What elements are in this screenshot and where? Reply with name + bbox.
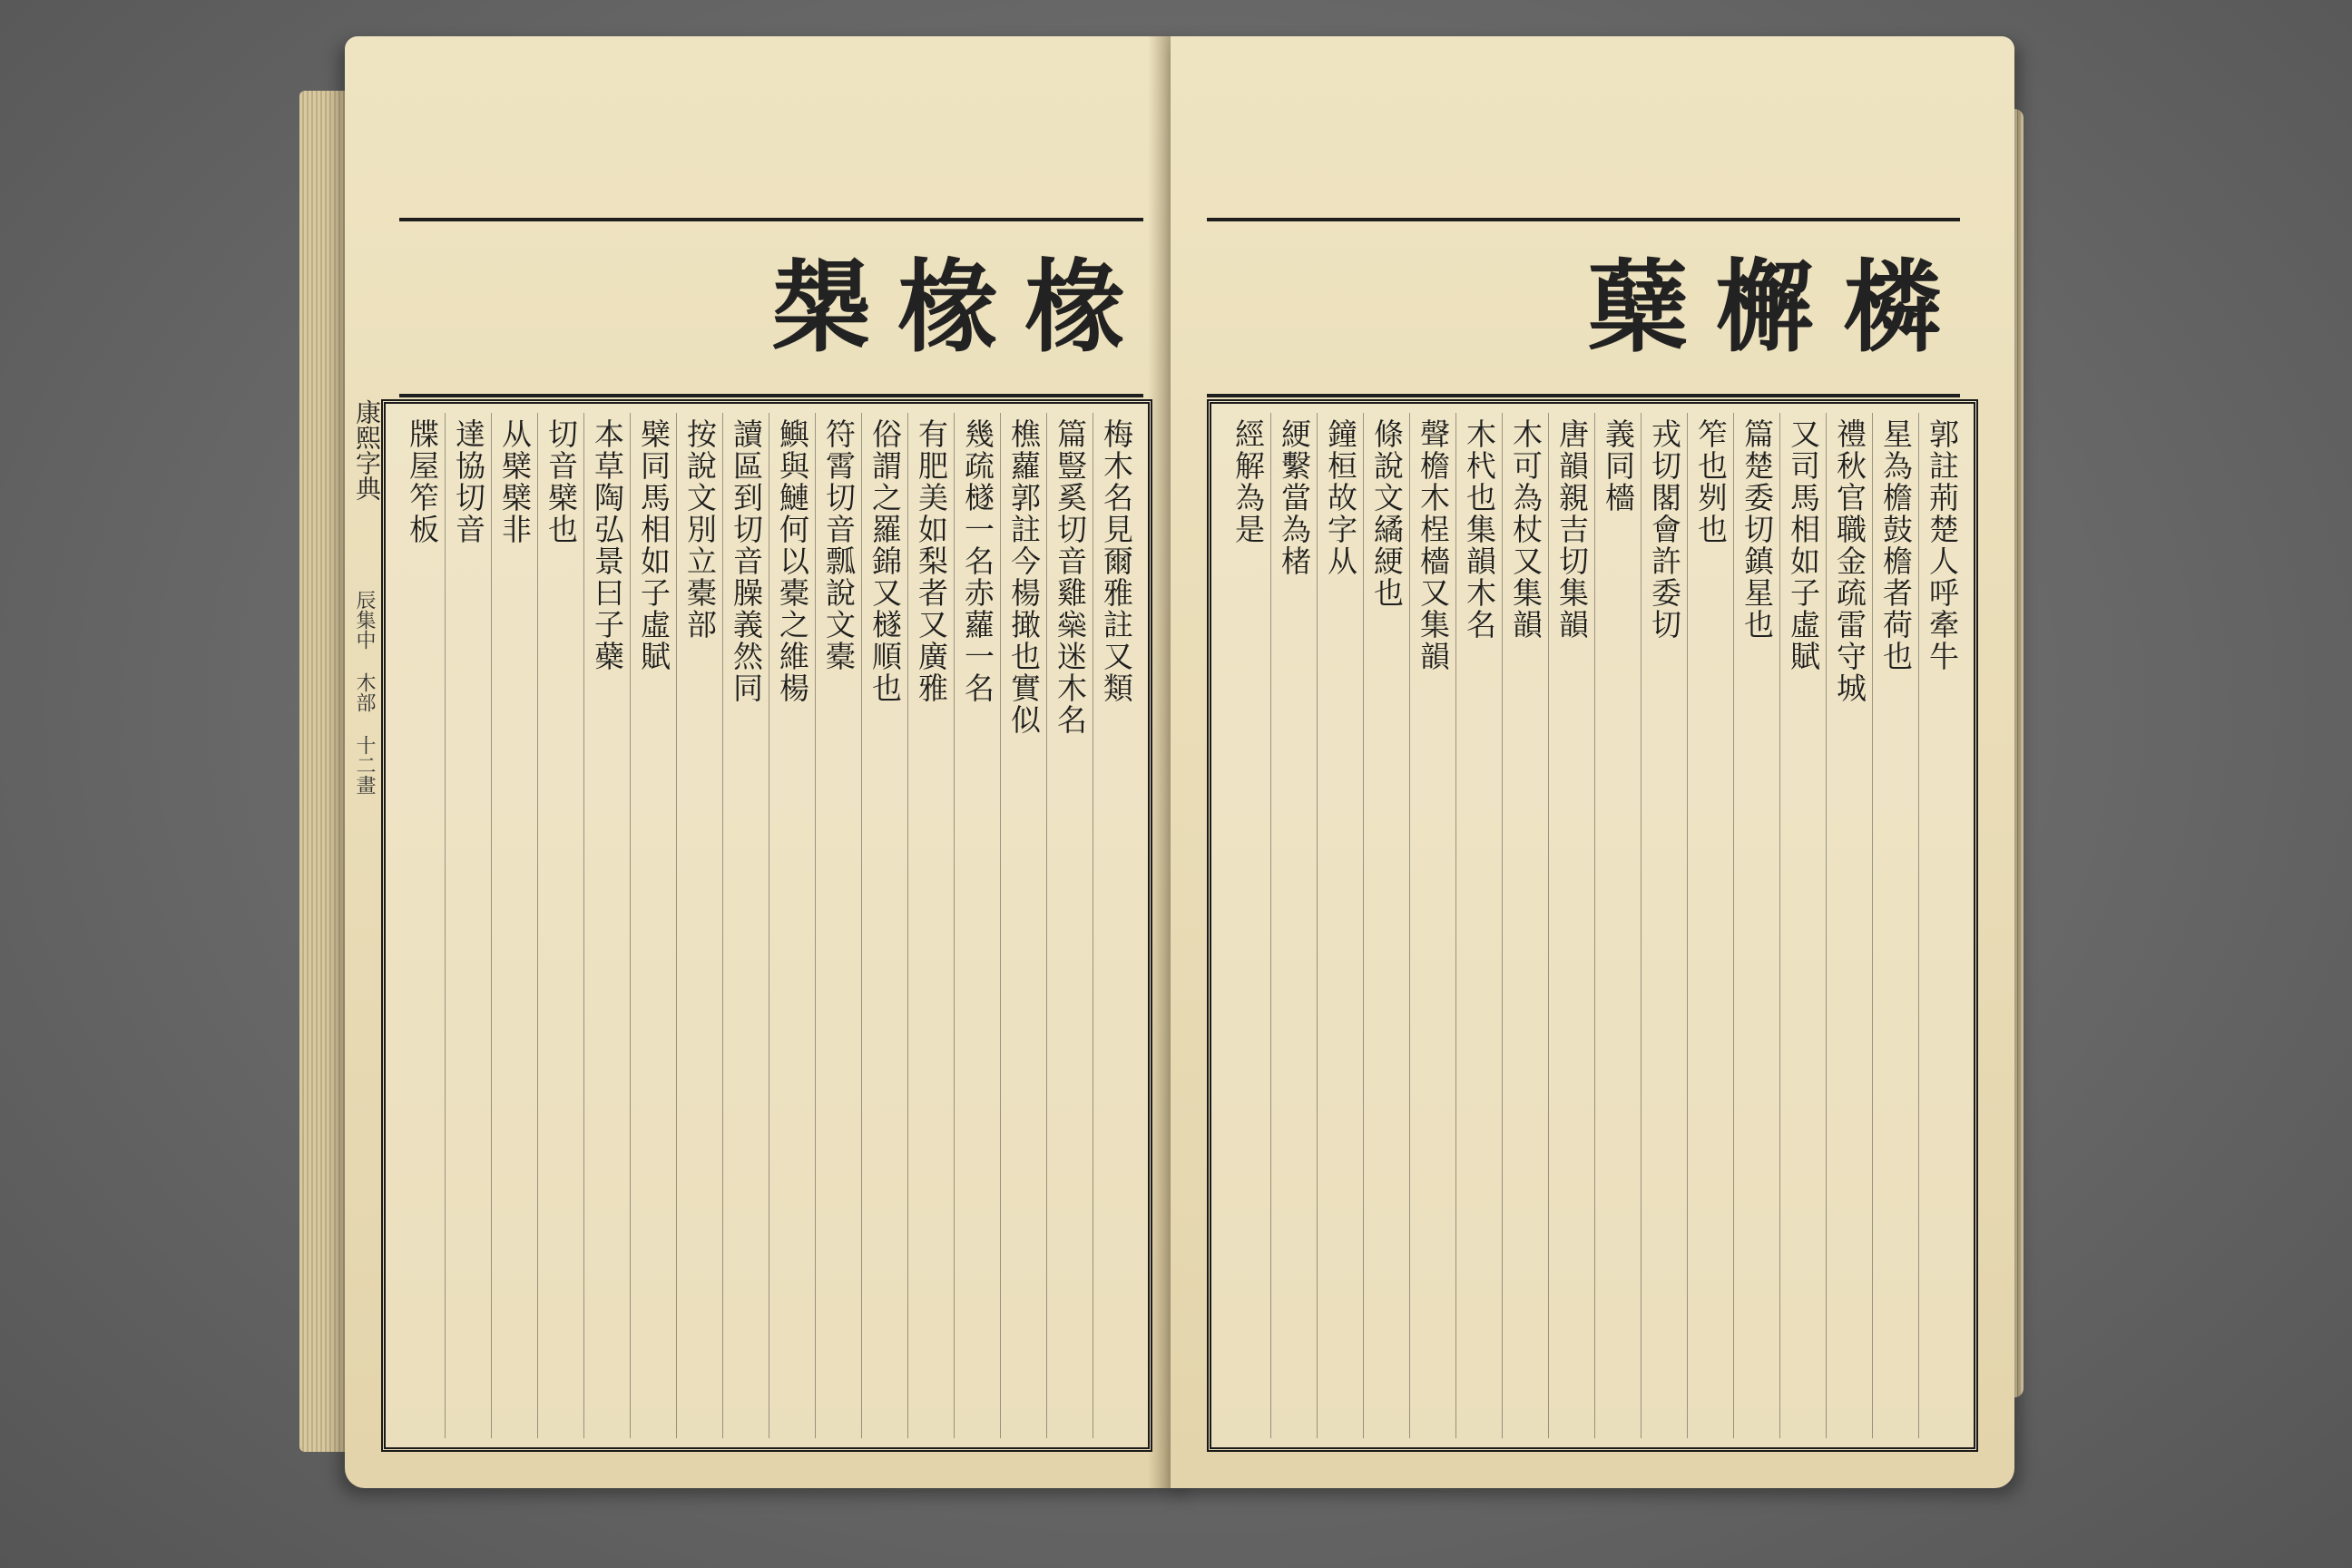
text-column: 條說文繘綆也 — [1363, 413, 1409, 1438]
text-column: 篇楚委切鎮星也 — [1733, 413, 1779, 1438]
heading-band — [1207, 218, 1960, 397]
text-frame — [1207, 399, 1978, 1452]
margin-section: 辰集中 木部 十二畫 — [353, 590, 376, 795]
text-column: 有肥美如梨者又廣雅 — [907, 413, 954, 1438]
text-column: 讀區到切音臊義然同 — [722, 413, 769, 1438]
text-column: 切音檗也 — [537, 413, 583, 1438]
text-column: 鐘桓故字从 — [1317, 413, 1363, 1438]
text-column: 星為檐鼓檐者荷也 — [1872, 413, 1918, 1438]
seal-glyph: 蘖 — [1588, 249, 1688, 366]
text-column: 綆繫當為楮 — [1270, 413, 1317, 1438]
right-page — [1171, 36, 2014, 1488]
text-column: 按說文別立橐部 — [676, 413, 722, 1438]
seal-glyph: 檞 — [1715, 249, 1815, 366]
text-column: 幾疏檖一名赤蘿一名 — [954, 413, 1000, 1438]
seal-glyph: 椽 — [898, 249, 998, 366]
text-column: 經解為是 — [1230, 418, 1266, 545]
text-column: 聲檐木桯檣又集韻 — [1409, 413, 1455, 1438]
text-column: 笮也刿也 — [1687, 413, 1733, 1438]
text-column: 檗同馬相如子虛賦 — [630, 413, 676, 1438]
margin-title: 康熙字典 — [352, 399, 382, 501]
text-column: 篇豎奚切音雞橤迷木名 — [1046, 413, 1093, 1438]
text-column: 達協切音 — [445, 413, 491, 1438]
left-page — [345, 36, 1189, 1488]
text-column: 鱮與鰱何以橐之維楊 — [769, 413, 815, 1438]
text-column: 義同檣 — [1594, 413, 1641, 1438]
text-column: 禮秋官職金疏雷守城 — [1826, 413, 1872, 1438]
text-column: 唐韻親吉切集韻 — [1548, 413, 1594, 1438]
text-column: 戎切閣會許委切 — [1641, 413, 1687, 1438]
seal-glyph: 椽 — [1025, 249, 1125, 366]
seal-glyph: 橉 — [1842, 249, 1942, 366]
text-column: 本草陶弘景曰子蘗 — [583, 413, 630, 1438]
text-column: 木杙也集韻木名 — [1455, 413, 1502, 1438]
text-column: 符霄切音瓢說文橐 — [815, 413, 861, 1438]
text-frame — [381, 399, 1152, 1452]
text-column: 从檗檗非 — [491, 413, 537, 1438]
open-book — [299, 36, 2024, 1524]
heading-band — [399, 218, 1143, 397]
margin-strip — [345, 390, 381, 1443]
seal-glyph: 槼 — [771, 249, 871, 366]
text-column: 梅木名見爾雅註又類 — [1093, 413, 1139, 1438]
text-column: 牒屋笮板 — [405, 418, 440, 545]
text-column: 俗謂之羅錦又檖順也 — [861, 413, 907, 1438]
text-column: 郭註荊楚人呼牽牛 — [1918, 413, 1965, 1438]
text-column: 又司馬相如子虛賦 — [1779, 413, 1826, 1438]
text-column: 木可為杖又集韻 — [1502, 413, 1548, 1438]
text-column: 樵蘿郭註今楊撖也實似 — [1000, 413, 1046, 1438]
